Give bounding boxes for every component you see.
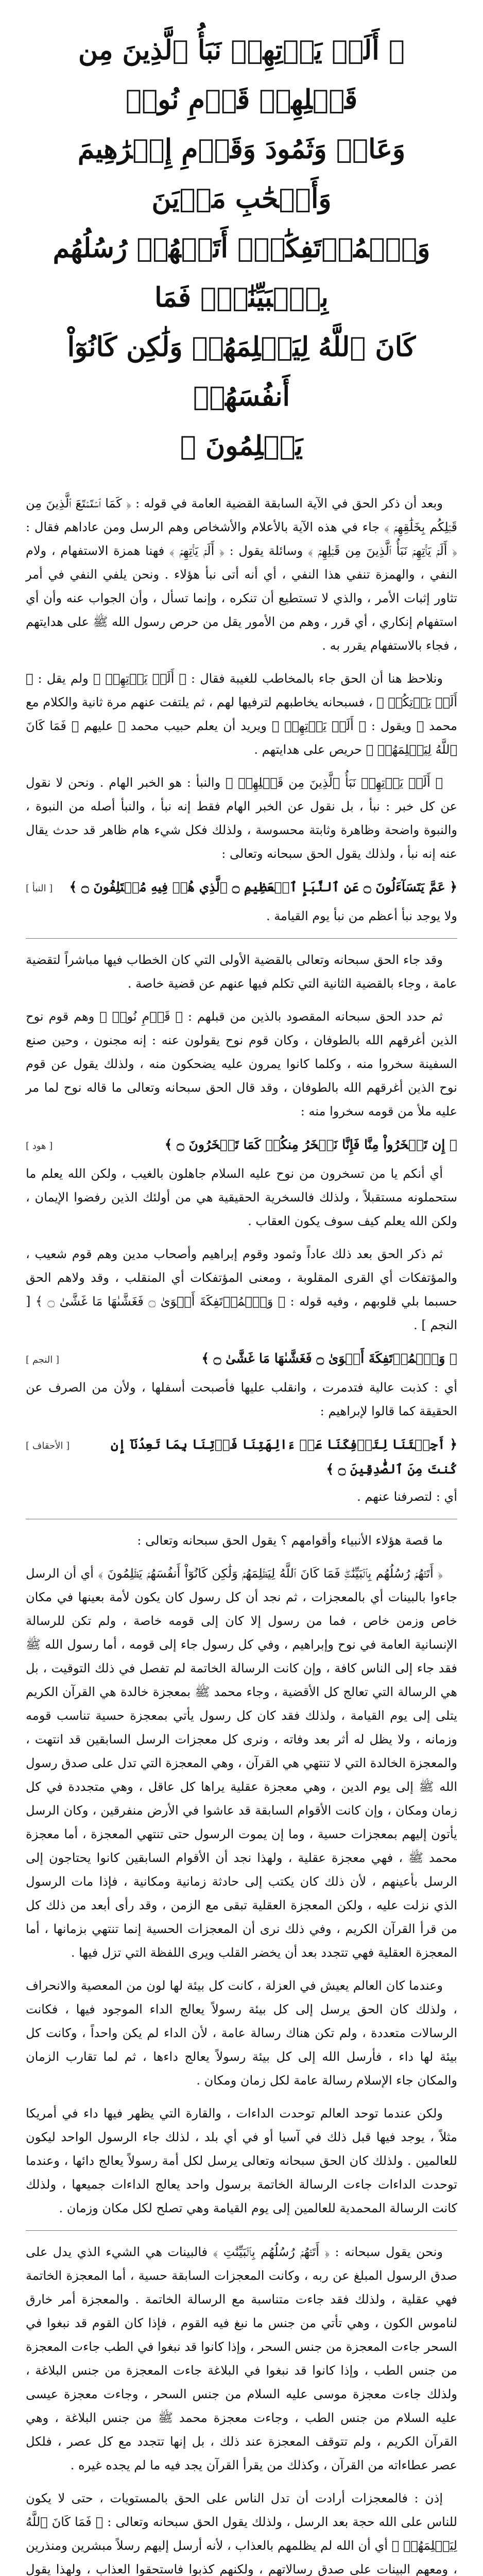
- opening-verse-line: ﴿ أَلَمۡ يَأۡتِهِمۡ نَبَأُ ٱلَّذِينَ مِن قَبۡلِهِمۡ قَوۡمِ نُوحٖ: [78, 35, 405, 115]
- paragraph: ثم ذكر الحق بعد ذلك عاداً وثمود وقوم إبراهيم وأصحاب مدين وهم قوم شعيب ، والمؤتفكات أي القرى المقلوبة ، ومعنى المؤتفكات أي المنقلب ، وقد ولاهم الحق حسبما بلي قلوبهم ، وفيه قوله : ﴿ وَٱلۡمُؤۡتَفِكَةَ أَهۡوَىٰ ۝ فَغَشَّىٰهَا مَا غَشَّىٰ ۝ ﴾ [ النجم ] .: [26, 1247, 458, 1332]
- section-divider: [26, 2230, 457, 2231]
- opening-verse-line: كَانَ ٱللَّهُ لِيَظۡلِمَهُمۡ وَلَٰكِن كَانُوٓاْ أَنفُسَهُمۡ: [67, 331, 416, 412]
- opening-verse-line: وَٱلۡمُؤۡتَفِكَٰتِۚ أَتَتۡهُمۡ رُسُلُهُم بِٱلۡبَيِّنَٰتِۖ فَمَا: [53, 232, 430, 313]
- paragraph: ثم حدد الحق سبحانه المقصود بالذين من قبلهم : ﴿ قَوۡمِ نُوحٖ ﴾ وهم قوم نوح الذين أغرقهم الله بالطوفان ، وكان قوم نوح يقولون عنه : إنه مجنون ، وحين صنع السفينة سخروا منه ، وكلما كانوا يمرون عليه يضحكون منه ، ولذلك يقول عن قوم نوح الذين أغرقهم الله بالطوفان ، وقد قال الحق سبحانه وتعالى ما قاله نوح لما مر عليه ملأ من قومه سخروا منه :: [26, 1009, 458, 1118]
- paragraph: وقد جاء الحق سبحانه وتعالى بالقضية الأولى التي كان الخطاب فيها مباشراً لتقضية عامة ، وجاء بالقضية الثانية التي تكلم فيها عنهم عن قضية خاصة .: [26, 953, 457, 991]
- paragraph: أي : كذبت عالية فتدمرت ، وانقلب عليها فأصبحت أسفلها ، ولأن من الصرف عن الحقيقة كما قالوا لإبراهيم :: [26, 1380, 457, 1418]
- section-2: [26, 948, 457, 1509]
- paragraph: ونلاحظ هنا أن الحق جاء بالمخاطب للغيبة فقال : ﴿ أَلَمۡ يَأۡتِهِمۡ ﴾ ولم يقل : ﴿ أَلَمۡ يَأۡتِكُمۡ ﴾ ، فسبحانه يخاطبهم لترفيها لهم ، ثم يلتفت عنهم مرة ثانية والكلام مع محمد ﷺ ويقول : ﴿ أَلَمۡ يَأۡتِهِمۡ ﴾ ويريد أن يعلم حبيب محمد ﷺ عليهم ﴿ فَمَا كَانَ ٱللَّهُ لِيَظۡلِمَهُمۡ ﴾ حريص على هدايتهم .: [26, 671, 457, 757]
- paragraph: وبعد أن ذكر الحق في الآية السابقة القضية العامة في قوله : ﴿ كَمَا ٱسۡتَمۡتَعَ ٱلَّذِينَ مِن قَبۡلِكُم بِخَلَٰقِهِمۡ ﴾ جاء في هذه الآية بالأعلام والأشخاص وهم الرسل ومن عاداهم فقال : ﴿ أَلَمۡ يَأۡتِهِمۡ نَبَأُ ٱلَّذِينَ مِن قَبۡلِهِمۡ ﴾ وسائلة يقول : ﴿ أَلَمۡ يَأۡتِهِمۡ ﴾ فهنا همزة الاستفهام ، ولام النفي ، والهمزة تنفي هذا النفي ، أي أنه أتى نبأ هؤلاء . ونحن يلفي النفي في أمر تثاور إثبات الأمر ، والذي لا تستطيع أن تنكره ، وإنما تسأل ، وأن الجواب عنه وأن أي استفهام إنكاري ، أي قرر ، وهم من الأمور يقل من حرص رسول الله ﷺ على هدايتهم ، فجاء بالاستفهام يقرر به .: [26, 496, 458, 653]
- section-4: [26, 2240, 457, 2576]
- section-1: [26, 492, 457, 928]
- ayah-reference: [ هود ]: [26, 1141, 53, 1151]
- section-3: [26, 1529, 457, 2220]
- paragraph: أي : لتصرفنا عنهم .: [357, 1489, 457, 1504]
- section-divider: [26, 938, 457, 939]
- paragraph: ونحن يقول سبحانه : ﴿ أَتَتۡهُمۡ رُسُلُهُم بِٱلۡبَيِّنَٰتِ ﴾ فالبينات هي الشيء الذي يدل على صدق الرسول المبلغ عن ربه ، وكانت المعجزات السابقة حسية ، أما المعجزة الخاتمة فهي عقلية ، ولذلك فقد جاءت متناسبة مع الرسالة الخاتمة . والمعجزة أمر خارق لناموس الكون ، وهي تأتي من جنس ما نبغ فيه القوم ، فإذا كان القوم قد نبغوا في السحر جاءت المعجزة من جنس السحر ، وإذا كانوا قد نبغوا في الطب جاءت المعجزة من جنس الطب ، وإذا كانوا قد نبغوا في البلاغة جاءت المعجزة من جنس البلاغة ، ولذلك جاءت معجزة موسى عليه السلام من جنس السحر ، وجاءت معجزة عيسى عليه السلام من جنس الطب ، وجاءت معجزة محمد ﷺ من جنس البلاغة ، وهي القرآن الكريم ، ولم تتوقف المعجزة عند ذلك ، بل إنها تتجدد مع كل عصر ، فلكل عصر عطاءاته من القرآن ، وكذلك من يقرأ القرآن يجد فيه ما لم يجده غيره .: [26, 2245, 457, 2472]
- ayah-text: ﴿ وَٱلۡمُؤۡتَفِكَةَ أَهۡوَىٰ ۝ فَغَشَّىٰهَا مَا غَشَّىٰ ۝ ﴾: [201, 1351, 457, 1366]
- paragraph: إذن : فالمعجزات أرادت أن تدل الناس على الحق بالمستويات ، حتى لا يكون للناس على الله حجة بعد الرسل ، ولذلك يقول الحق سبحانه وتعالى : ﴿ فَمَا كَانَ ٱللَّهُ لِيَظۡلِمَهُمۡ ﴾ أي أن الله لم يظلمهم بالعذاب ، لأنه أرسل إليهم رسلاً مبشرين ومنذرين ، ومعهم البينات على صدق رسالاتهم ، ولكنهم كذبوا فاستحقوا العذاب ، ولهذا يقول: [26, 2491, 457, 2576]
- paragraph: ولكن عندما توحد العالم توحدت الداءات ، والقارة التي يظهر فيها داء في أمريكا مثلاً ، يوجد فيها قبل ذلك في آسيا أو في أي بلد ، لذلك جاء الرسول الواحد ليكون للعالمين . ولذلك كان الحق سبحانه وتعالى يرسل لكل أمة رسولاً يعالج دائها ، وعندما توحدت الداءات جاءت الرسالة الخاتمة برسول واحد يعالج الداءات جميعها ، ولذلك كانت الرسالة المحمدية للعالمين إلى يوم القيامة وهي تصلح لكل مكان وزمان .: [26, 2106, 457, 2215]
- ayah-reference: [ النجم ]: [26, 1354, 60, 1365]
- opening-verse: [31, 26, 452, 471]
- opening-verse-line: وَعَادٖ وَثَمُودَ وَقَوۡمِ إِبۡرَٰهِيمَ وَأَصۡحَٰبِ مَدۡيَنَ: [77, 133, 406, 214]
- ayah-quote: [26, 1346, 457, 1372]
- paragraph: ﴿ أَلَمۡ يَأۡتِهِمۡ نَبَأُ ٱلَّذِينَ مِن قَبۡلِهِمۡ ﴾ والنبأ : هو الخبر الهام . ونحن لا نقول عن كل خبر : نبأ ، بل نقول عن الخبر الهام فقط إنه نبأ ، والنبأ أصله من النبوة ، والنبوة واضحة وظاهرة وثابتة محسوسة ، ولذلك فكل شيء هام ظاهر قد حدث يقال عنه إنه نبأ ، ولذلك يقول الحق سبحانه وتعالى :: [26, 775, 457, 861]
- ayah-quote: [26, 875, 457, 901]
- paragraph: وعندما كان العالم يعيش في العزلة ، كانت كل بيئة لها لون من المعصية والانحراف ، ولذلك كان الحق يرسل إلى كل بيئة رسولاً يعالج الداء الموجود فيها ، فكانت الرسالات متعددة ، ولم تكن هناك رسالة عامة ، لأن الداء لم يكن واحداً ، وكانت كل بيئة لها داء ، فأرسل الله إلى كل بيئة رسولاً يعالج داءها ، ثم لما تقارب الزمان والمكان جاء الإسلام رسالة عامة لكل زمان ومكان .: [26, 1978, 457, 2088]
- ayah-text: ﴿ إِن تَسۡخَرُواْ مِنَّا فَإِنَّا نَسۡخَرُ مِنكُمۡ كَمَا تَسۡخَرُونَ ۝ ﴾: [164, 1137, 457, 1152]
- ayah-text: ﴿ أَجِئۡتَنَا لِتَأۡفِكَنَا عَنۡ ءَالِهَتِنَا فَأۡتِنَا بِمَا تَعِدُنَآ إِن كُنتَ مِنَ ٱلصَّٰدِقِينَ ۝ ﴾: [110, 1437, 457, 1477]
- paragraph: أي أنكم يا من تسخرون من نوح عليه السلام جاهلون بالغيب ، ولكن الله يعلم ما ستحملونه مستقبلاً ، ولذلك فالسخرية الحقيقية هي من أولئك الذين رفضوا الإيمان ، ولكن الله يعلم كيف سوف يكون العقاب .: [26, 1166, 457, 1228]
- ayah-quote: [26, 1432, 457, 1482]
- ayah-quote: [26, 1132, 457, 1159]
- paragraph: ﴿ أَتَتۡهُمۡ رُسُلُهُم بِٱلۡبَيِّنَٰتِۖ فَمَا كَانَ ٱللَّهُ لِيَظۡلِمَهُمۡ وَلَٰكِن كَانُوٓاْ أَنفُسَهُمۡ يَظۡلِمُونَ ﴾ أي أن الرسل جاءوا بالبينات أي بالمعجزات ، ثم نجد أن كل رسول كان يكون لأمة بعينها في مكان خاص وزمن خاص ، فما من رسول إلا كان إلى قومه خاصة ، ولم تكن للرسالة الإنسانية العامة في نوح وإبراهيم ، وفي كل رسول جاء إلى قومه ، أما رسول الله ﷺ فقد جاء إلى الناس كافة ، وإن كانت الرسالة الخاتمة لم تفصل في ذلك التوقيت ، بل هي الرسالة التي تعالج كل الأقضية ، وجاء محمد ﷺ بمعجزة خالدة هي القرآن الكريم يتلى إلى يوم القيامة ، ولذلك فقد كان كل رسول يأتي بمعجزة حسية تناسب قومه وزمانه ، ولا يظل له أثر بعد وفاته ، ونرى كل معجزات الرسل السابقين قد انتهت ، والمعجزة الخالدة التي لا تنتهي هي القرآن ، وهي المعجزة التي تدل على صدق رسول الله ﷺ إلى يوم الدين ، وهي معجزة عقلية يراها كل عاقل ، وهي متجددة في كل زمان ومكان ، وإن كانت الأقوام السابقة قد عاشوا في الأرض منفرقين ، وكان الرسل يأتون إليهم بمعجزات حسية ، وما إن يموت الرسول حتى تنتهي المعجزة ، أما معجزة محمد ﷺ ، فهي معجزة عقلية ، ولهذا نجد أن الأقوام السابقين كانوا يحتاجون إلى الرسل بأعينهم ، لأن ذلك كان يكتب إلى حادثة زمانية ومكانية ، فإذا مات الرسول الذي نزلت عليه ، ولكن المعجزة العقلية تبقى مع الزمن ، وقد رأى أبعد من ذلك كل من قرأ القرآن الكريم ، وفي ذلك نرى أن المعجزات الحسية إنما تنتهي بزمانها ، أما المعجزة العقلية فهي تتجدد بعد أن يخضر القلب ويرى اللفظة التي تزل فيها .: [26, 1566, 458, 1960]
- ayah-reference: [ النبأ ]: [26, 883, 53, 894]
- opening-verse-line: يَظۡلِمُونَ ﴾: [180, 430, 303, 462]
- ayah-text: ﴿ عَمَّ يَتَسَآءَلُونَ ۝ عَنِ ٱلنَّبَإِ ٱلۡعَظِيمِ ۝ ٱلَّذِي هُمۡ فِيهِ مُخۡتَلِفُونَ ۝ ﴾: [69, 879, 457, 894]
- ayah-reference: [ الأحقاف ]: [26, 1440, 70, 1451]
- paragraph: ما قصة هؤلاء الأنبياء وأقوامهم ؟ يقول الحق سبحانه وتعالى :: [137, 1533, 443, 1548]
- paragraph: ولا يوجد نبأ أعظم من نبأ يوم القيامة .: [266, 909, 457, 923]
